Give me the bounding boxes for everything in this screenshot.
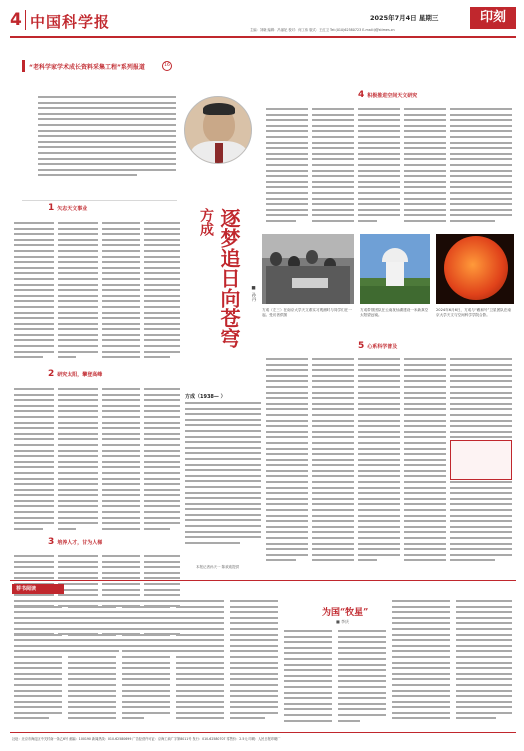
photo-students (262, 234, 354, 304)
body-col-2a (14, 388, 54, 533)
body-col-1b (58, 222, 98, 364)
column-title: 为国“牧星” (322, 608, 369, 618)
column-byline: ■ 李庆 (336, 619, 350, 624)
body-col-1d (144, 222, 180, 364)
footer-info: 社址：北京市海淀区中关村南一条乙6号 邮编：100190 新闻热线：010-62580699 广告经营许可证：京海工商广字第8011号 发行：010-62580707 零售价：2.5元 印刷：人民日报印刷厂 (12, 737, 281, 741)
feature-byline: ■ 孙丹 (251, 286, 256, 302)
series-banner (22, 60, 182, 72)
section-head-5: 5 心系科学普及 (358, 341, 398, 351)
issue-date: 2025年7月4日 星期三 (370, 14, 439, 22)
body-col-4b (312, 108, 354, 226)
photo-caption-1: 方成（左三）在南京大学天文系实习观测时与同学们在一起。受访者供图 (262, 308, 352, 317)
body-col-2c (102, 388, 140, 533)
column-col-i (456, 600, 512, 728)
photo-telescope (360, 234, 430, 304)
photo-sun (436, 234, 514, 304)
body-col-2d (144, 388, 180, 533)
column-col-f (284, 630, 332, 728)
intro-text (38, 96, 176, 196)
contact-line: 主编：刘晓 编辑：冯丽妃 校对：何工伟 版式：王红卫 Tel:(010)62580723 E-mail:lj@stimes.cn (250, 28, 395, 32)
body-col-4c (358, 108, 400, 226)
column-col-a (14, 600, 62, 728)
column-col-h (392, 600, 450, 728)
column-col-c (122, 600, 170, 728)
column-col-b (68, 600, 116, 728)
body-col-5d (404, 358, 446, 568)
section-head-4: 4 积极推进空间天文研究 (358, 90, 418, 100)
series-badge: 16 (162, 61, 172, 71)
body-col-5b (312, 358, 354, 568)
photo-caption-2: 方成带领团队在云南抚仙湖建设一米新真空太阳望远镜。 (360, 308, 429, 317)
feature-bio-text (185, 402, 261, 552)
column-col-e (230, 600, 278, 728)
quote-box (450, 440, 512, 480)
column-col-d (176, 600, 224, 728)
portrait (184, 96, 252, 164)
body-col-4e (450, 108, 512, 226)
feature-subhead: 方成（1938— ） (185, 394, 226, 400)
body-col-2b (58, 388, 98, 533)
body-col-4a (266, 108, 308, 226)
body-col-4d (404, 108, 446, 226)
body-col-5a (266, 358, 308, 568)
page-number: 4 (10, 10, 22, 30)
column-label: 荐书阅读 (12, 584, 64, 594)
section-head-2: 2 研究太阳，攀登高峰 (48, 369, 103, 379)
photo-caption-3: 2024年6月6日，方成与“羲和号”卫星团队在南京大学天文与空间科学学院合影。 (436, 308, 511, 317)
series-title: “老科学家学术成长资料采集工程”系列报道 (29, 64, 145, 71)
body-col-1c (102, 222, 140, 364)
feature-author-name: 方成 (198, 208, 214, 236)
masthead-rule (10, 36, 516, 38)
feature-panel (180, 90, 260, 390)
section-head-1: 1 矢志天文事业 (48, 203, 88, 213)
body-col-5c (358, 358, 400, 568)
body-col-1a (14, 222, 54, 364)
feature-title: 逐梦追日向苍穹 (217, 208, 241, 348)
photo-credit: 本报记者孙天一 陈欢欢提供 (196, 565, 240, 569)
newspaper-logo: 中国科学报 (30, 13, 111, 31)
masthead (10, 6, 516, 40)
section-head-3: 3 培养人才，甘为人梯 (48, 537, 103, 547)
column-col-g (338, 630, 386, 728)
section-tag: 印刻 (470, 7, 516, 29)
